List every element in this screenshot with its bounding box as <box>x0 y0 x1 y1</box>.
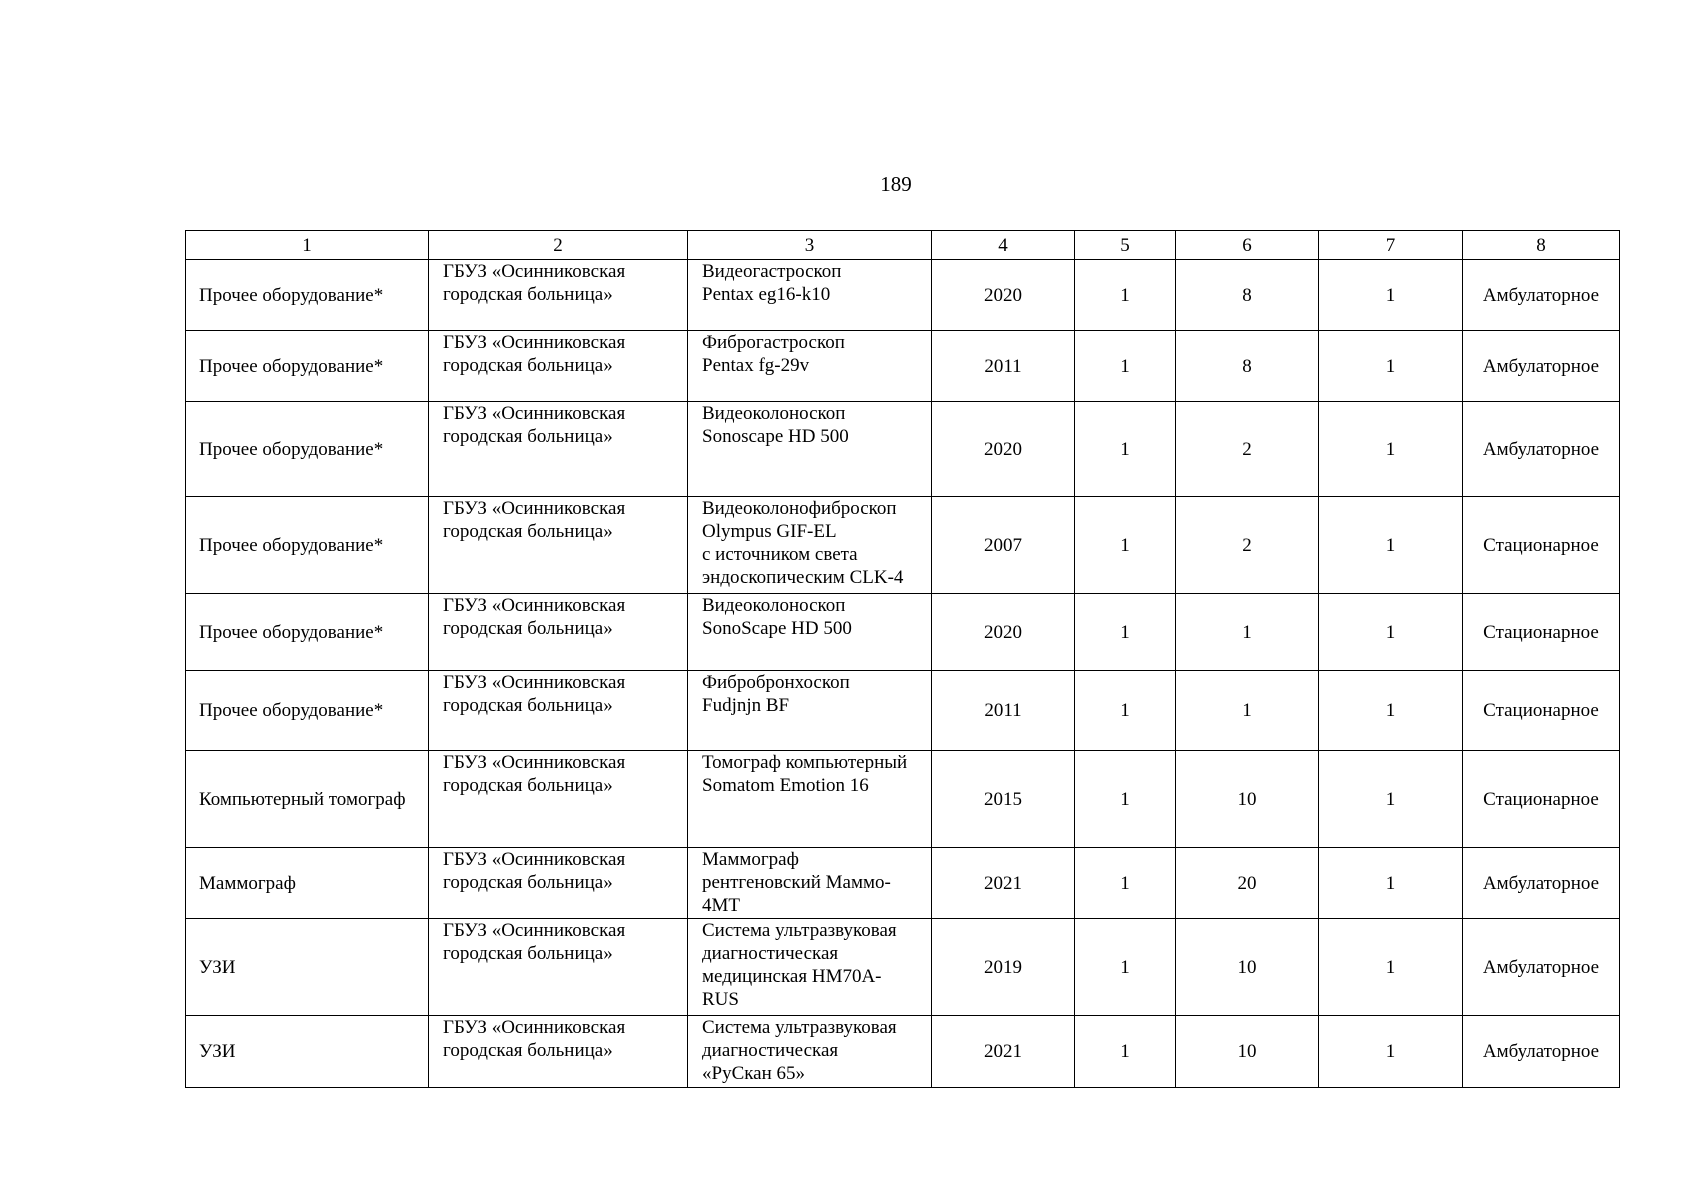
equipment-model-cell-line: Somatom Emotion 16 <box>702 775 869 796</box>
equipment-model-cell-line: SonoScape HD 500 <box>702 618 852 639</box>
table-row <box>186 331 1620 402</box>
equipment-model-cell <box>688 260 932 331</box>
organization-cell-line: ГБУЗ «Осинниковская <box>443 498 626 519</box>
equipment-model-cell-line: Pentax eg16-k10 <box>702 284 831 305</box>
equipment-type-cell: Прочее оборудование* <box>186 331 429 402</box>
column-7-cell: 1 <box>1319 402 1463 497</box>
equipment-model-cell <box>688 1016 932 1088</box>
equipment-model-cell-line: Видеоколонофиброскоп <box>702 498 897 519</box>
equipment-model-cell <box>688 497 932 594</box>
column-7-cell: 1 <box>1319 260 1463 331</box>
equipment-type-cell: УЗИ <box>186 919 429 1016</box>
column-5-cell: 1 <box>1075 671 1176 751</box>
equipment-model-cell-line: Sonoscape HD 500 <box>702 426 849 447</box>
organization-cell <box>429 594 688 671</box>
equipment-type-cell: Прочее оборудование* <box>186 497 429 594</box>
table-row <box>186 671 1620 751</box>
column-number: 3 <box>688 231 932 260</box>
year-cell: 2021 <box>932 1016 1075 1088</box>
table-row <box>186 594 1620 671</box>
column-6-cell: 20 <box>1176 848 1319 919</box>
equipment-model-cell <box>688 594 932 671</box>
equipment-model-cell-line: диагностическая <box>702 943 839 964</box>
equipment-model-cell-line: рентгеновский Маммо- <box>702 872 891 893</box>
organization-cell-line: городская больница» <box>443 872 613 893</box>
equipment-model-cell-line: медицинская HM70A- <box>702 966 882 987</box>
care-mode-cell: Амбулаторное <box>1463 848 1620 919</box>
equipment-model-cell-line: Видеоколоноскоп <box>702 595 846 616</box>
column-number: 7 <box>1319 231 1463 260</box>
equipment-table <box>185 230 1620 1088</box>
column-5-cell: 1 <box>1075 1016 1176 1088</box>
column-6-cell: 2 <box>1176 402 1319 497</box>
table-row <box>186 497 1620 594</box>
year-cell: 2020 <box>932 402 1075 497</box>
column-5-cell: 1 <box>1075 260 1176 331</box>
year-cell: 2015 <box>932 751 1075 848</box>
column-7-cell: 1 <box>1319 331 1463 402</box>
column-6-cell: 10 <box>1176 919 1319 1016</box>
column-5-cell: 1 <box>1075 919 1176 1016</box>
organization-cell-line: ГБУЗ «Осинниковская <box>443 752 626 773</box>
equipment-model-cell-line: Система ультразвуковая <box>702 920 897 941</box>
equipment-model-cell-line: 4МТ <box>702 895 740 916</box>
organization-cell-line: ГБУЗ «Осинниковская <box>443 332 626 353</box>
care-mode-cell: Амбулаторное <box>1463 331 1620 402</box>
column-number: 2 <box>429 231 688 260</box>
column-5-cell: 1 <box>1075 594 1176 671</box>
organization-cell <box>429 751 688 848</box>
care-mode-cell: Амбулаторное <box>1463 260 1620 331</box>
equipment-model-cell-line: Система ультразвуковая <box>702 1017 897 1038</box>
equipment-type-cell: Прочее оборудование* <box>186 260 429 331</box>
column-7-cell: 1 <box>1319 1016 1463 1088</box>
table-row <box>186 402 1620 497</box>
column-5-cell: 1 <box>1075 402 1176 497</box>
equipment-type-cell: Прочее оборудование* <box>186 402 429 497</box>
equipment-model-cell <box>688 751 932 848</box>
organization-cell-line: ГБУЗ «Осинниковская <box>443 403 626 424</box>
column-6-cell: 10 <box>1176 1016 1319 1088</box>
column-7-cell: 1 <box>1319 848 1463 919</box>
column-5-cell: 1 <box>1075 331 1176 402</box>
organization-cell <box>429 848 688 919</box>
column-number: 5 <box>1075 231 1176 260</box>
table-row <box>186 919 1620 1016</box>
year-cell: 2011 <box>932 671 1075 751</box>
organization-cell <box>429 497 688 594</box>
organization-cell-line: городская больница» <box>443 521 613 542</box>
column-7-cell: 1 <box>1319 919 1463 1016</box>
care-mode-cell: Стационарное <box>1463 594 1620 671</box>
column-number: 4 <box>932 231 1075 260</box>
organization-cell-line: городская больница» <box>443 426 613 447</box>
organization-cell <box>429 671 688 751</box>
year-cell: 2020 <box>932 594 1075 671</box>
equipment-model-cell-line: RUS <box>702 989 739 1010</box>
column-6-cell: 1 <box>1176 671 1319 751</box>
column-5-cell: 1 <box>1075 497 1176 594</box>
equipment-model-cell <box>688 331 932 402</box>
year-cell: 2019 <box>932 919 1075 1016</box>
equipment-type-cell: Маммограф <box>186 848 429 919</box>
organization-cell-line: ГБУЗ «Осинниковская <box>443 849 626 870</box>
equipment-model-cell <box>688 402 932 497</box>
column-number-row <box>186 231 1620 260</box>
organization-cell <box>429 260 688 331</box>
organization-cell-line: ГБУЗ «Осинниковская <box>443 1017 626 1038</box>
column-7-cell: 1 <box>1319 497 1463 594</box>
equipment-model-cell-line: Видеоколоноскоп <box>702 403 846 424</box>
equipment-model-cell-line: Фиброгастроскоп <box>702 332 845 353</box>
column-6-cell: 2 <box>1176 497 1319 594</box>
organization-cell-line: городская больница» <box>443 618 613 639</box>
organization-cell <box>429 402 688 497</box>
care-mode-cell: Стационарное <box>1463 671 1620 751</box>
equipment-type-cell: Прочее оборудование* <box>186 671 429 751</box>
column-number: 8 <box>1463 231 1620 260</box>
column-6-cell: 10 <box>1176 751 1319 848</box>
equipment-model-cell-line: Томограф компьютерный <box>702 752 908 773</box>
year-cell: 2021 <box>932 848 1075 919</box>
equipment-type-cell: Компьютерный томограф <box>186 751 429 848</box>
care-mode-cell: Амбулаторное <box>1463 919 1620 1016</box>
column-6-cell: 1 <box>1176 594 1319 671</box>
year-cell: 2011 <box>932 331 1075 402</box>
equipment-type-cell: УЗИ <box>186 1016 429 1088</box>
organization-cell <box>429 919 688 1016</box>
organization-cell <box>429 1016 688 1088</box>
column-6-cell: 8 <box>1176 260 1319 331</box>
organization-cell-line: городская больница» <box>443 943 613 964</box>
year-cell: 2007 <box>932 497 1075 594</box>
equipment-model-cell-line: Fudjnjn BF <box>702 695 790 716</box>
organization-cell-line: ГБУЗ «Осинниковская <box>443 920 626 941</box>
equipment-model-cell <box>688 671 932 751</box>
equipment-model-cell <box>688 919 932 1016</box>
equipment-type-cell: Прочее оборудование* <box>186 594 429 671</box>
equipment-model-cell-line: Видеогастроскоп <box>702 261 842 282</box>
equipment-model-cell-line: диагностическая <box>702 1040 839 1061</box>
table-row <box>186 848 1620 919</box>
page-number: 189 <box>880 172 912 196</box>
column-number: 1 <box>186 231 429 260</box>
care-mode-cell: Стационарное <box>1463 497 1620 594</box>
care-mode-cell: Стационарное <box>1463 751 1620 848</box>
organization-cell-line: городская больница» <box>443 775 613 796</box>
organization-cell-line: ГБУЗ «Осинниковская <box>443 595 626 616</box>
care-mode-cell: Амбулаторное <box>1463 402 1620 497</box>
column-number: 6 <box>1176 231 1319 260</box>
organization-cell-line: городская больница» <box>443 284 613 305</box>
equipment-model-cell <box>688 848 932 919</box>
column-7-cell: 1 <box>1319 751 1463 848</box>
column-6-cell: 8 <box>1176 331 1319 402</box>
column-7-cell: 1 <box>1319 671 1463 751</box>
equipment-model-cell-line: с источником света <box>702 544 858 565</box>
equipment-model-cell-line: «РуСкан 65» <box>702 1063 806 1084</box>
equipment-model-cell-line: Pentax fg-29v <box>702 355 810 376</box>
organization-cell-line: ГБУЗ «Осинниковская <box>443 672 626 693</box>
column-5-cell: 1 <box>1075 751 1176 848</box>
table-row <box>186 751 1620 848</box>
equipment-model-cell-line: Маммограф <box>702 849 799 870</box>
organization-cell-line: городская больница» <box>443 695 613 716</box>
table-row <box>186 1016 1620 1088</box>
organization-cell-line: городская больница» <box>443 355 613 376</box>
equipment-model-cell-line: Фибробронхоскоп <box>702 672 850 693</box>
organization-cell <box>429 331 688 402</box>
equipment-model-cell-line: эндоскопическим CLK-4 <box>702 567 904 588</box>
table-row <box>186 260 1620 331</box>
equipment-model-cell-line: Olympus GIF-EL <box>702 521 837 542</box>
column-5-cell: 1 <box>1075 848 1176 919</box>
care-mode-cell: Амбулаторное <box>1463 1016 1620 1088</box>
organization-cell-line: ГБУЗ «Осинниковская <box>443 261 626 282</box>
year-cell: 2020 <box>932 260 1075 331</box>
organization-cell-line: городская больница» <box>443 1040 613 1061</box>
column-7-cell: 1 <box>1319 594 1463 671</box>
